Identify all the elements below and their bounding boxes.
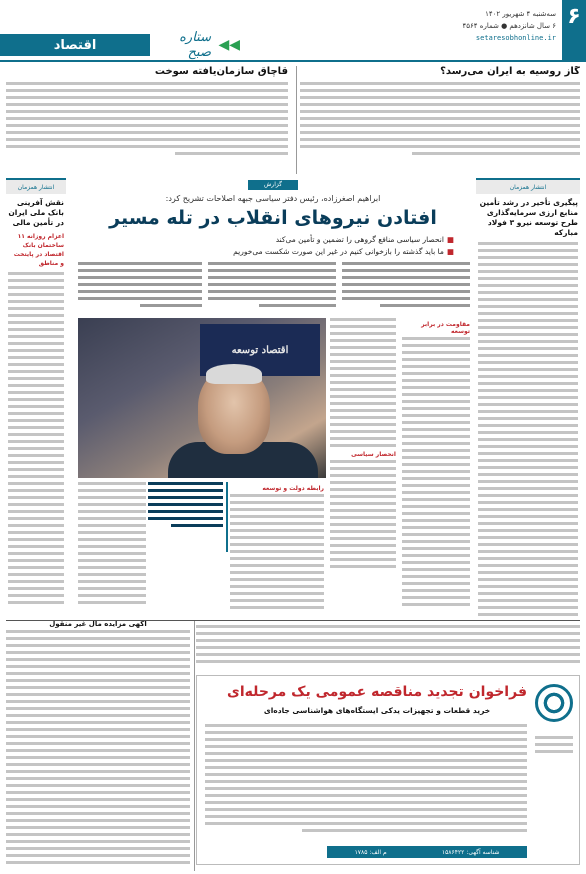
ad-body [205, 724, 527, 836]
auction-notice [6, 621, 190, 871]
ad-footer [327, 846, 527, 858]
article-body [6, 82, 288, 155]
bullet-text: ما باید گذشته را بازخوانی کنیم در غیر این صورت شکست می‌خوریم [233, 247, 444, 256]
ad-title: فراخوان تجدید مناقصه عمومی یک مرحله‌ای [227, 684, 527, 700]
headline-russia-gas: گاز روسیه به ایران می‌رسد؟ [440, 66, 580, 77]
lead-paragraphs [72, 262, 474, 314]
right-column [476, 178, 580, 618]
lead-column [78, 262, 202, 314]
page-number: ۶ [562, 0, 586, 62]
article-body [300, 82, 580, 155]
article-column-4 [78, 482, 146, 618]
news-russia-gas [300, 66, 580, 176]
photo-hair [206, 364, 262, 384]
lead-column [208, 262, 336, 314]
ad-id: شناسه آگهی: ۱۵۸۶۴۲۲ [441, 848, 500, 856]
column-divider [296, 66, 297, 174]
ad-side-text [535, 736, 573, 757]
column-tag: انتشار همزمان [6, 178, 66, 194]
tender-advertisement [196, 675, 580, 865]
article-column-1 [402, 318, 470, 614]
interview-photo [78, 318, 326, 478]
top-news-strip [6, 66, 580, 176]
article-column-2 [330, 318, 396, 614]
section-title: اقتصاد [0, 34, 150, 56]
newspaper-header [0, 0, 586, 62]
bullet-icon: ■ [446, 247, 454, 256]
bullet-item [94, 234, 454, 246]
subhead: انحصار سیاسی [351, 451, 396, 458]
main-article [72, 178, 474, 618]
article-headline: افتادن نیروهای انقلاب در تله مسیر [109, 207, 437, 229]
column-headline: پیگیری تأخیر در رشد تأمین منابع ارزی سرمایه‌گذاری طرح توسعه نیرو ۳ فولاد مبارکه [479, 198, 578, 237]
article-kicker: ابراهیم اصغرزاده، رئیس دفتر سیاسی جبهه اصلاحات تشریح کرد: [165, 194, 381, 203]
date-line: سه‌شنبه ۴ شهریور ۱۴۰۲ [485, 10, 556, 18]
column-divider [194, 621, 195, 871]
bottom-section [6, 620, 580, 870]
lead-column [342, 262, 470, 314]
news-fuel-smuggling [6, 66, 288, 176]
column-subheadline: اعزام روزانه ۱۱ ساختمان بانک اقتصاد در پایتخت و مناطق [13, 233, 64, 267]
pull-quote [148, 482, 228, 552]
article-body [6, 272, 66, 604]
organization-logo-icon [535, 684, 573, 722]
photo-poster: اقتصاد توسعه [200, 324, 320, 376]
ad-subtitle: خرید قطعات و تجهیزات یدکی ایستگاه‌های هواشناسی جاده‌ای [263, 706, 491, 715]
article-bullets [94, 234, 454, 258]
bottom-news-strip [196, 625, 580, 673]
issue-meta [463, 8, 557, 44]
bullet-item [94, 246, 454, 258]
bullet-icon: ■ [446, 235, 454, 244]
article-column-3 [230, 482, 324, 618]
site-url[interactable]: setaresobhonline.ir [475, 34, 556, 42]
issue-line: ۶ سال شانزدهم ● شماره ۴۵۶۴ [462, 22, 556, 30]
report-tag: گزارش [248, 180, 298, 190]
column-headline: نقش آفرینی بانک ملی ایران در تأمین مالی [8, 198, 64, 227]
subhead: رابطه دولت و توسعه [262, 485, 324, 492]
article-body [476, 242, 580, 618]
notice-title: آگهی مزایده مال غیر منقول [49, 621, 147, 628]
column-tag: انتشار همزمان [476, 178, 580, 194]
newspaper-logo: ستاره صبح [179, 30, 211, 60]
headline-fuel-smuggling: قاچاق سازمان‌یافته سوخت [154, 66, 288, 77]
chevron-icon: ◀◀ [218, 37, 240, 53]
left-column [6, 178, 66, 618]
bullet-text: انحصار سیاسی منافع گروهی را تضمین و تأمین می‌کند [275, 235, 444, 244]
ad-code: م الف: ۱۷۸۵ [354, 848, 387, 856]
subhead: مقاومت در برابر توسعه [421, 321, 470, 335]
